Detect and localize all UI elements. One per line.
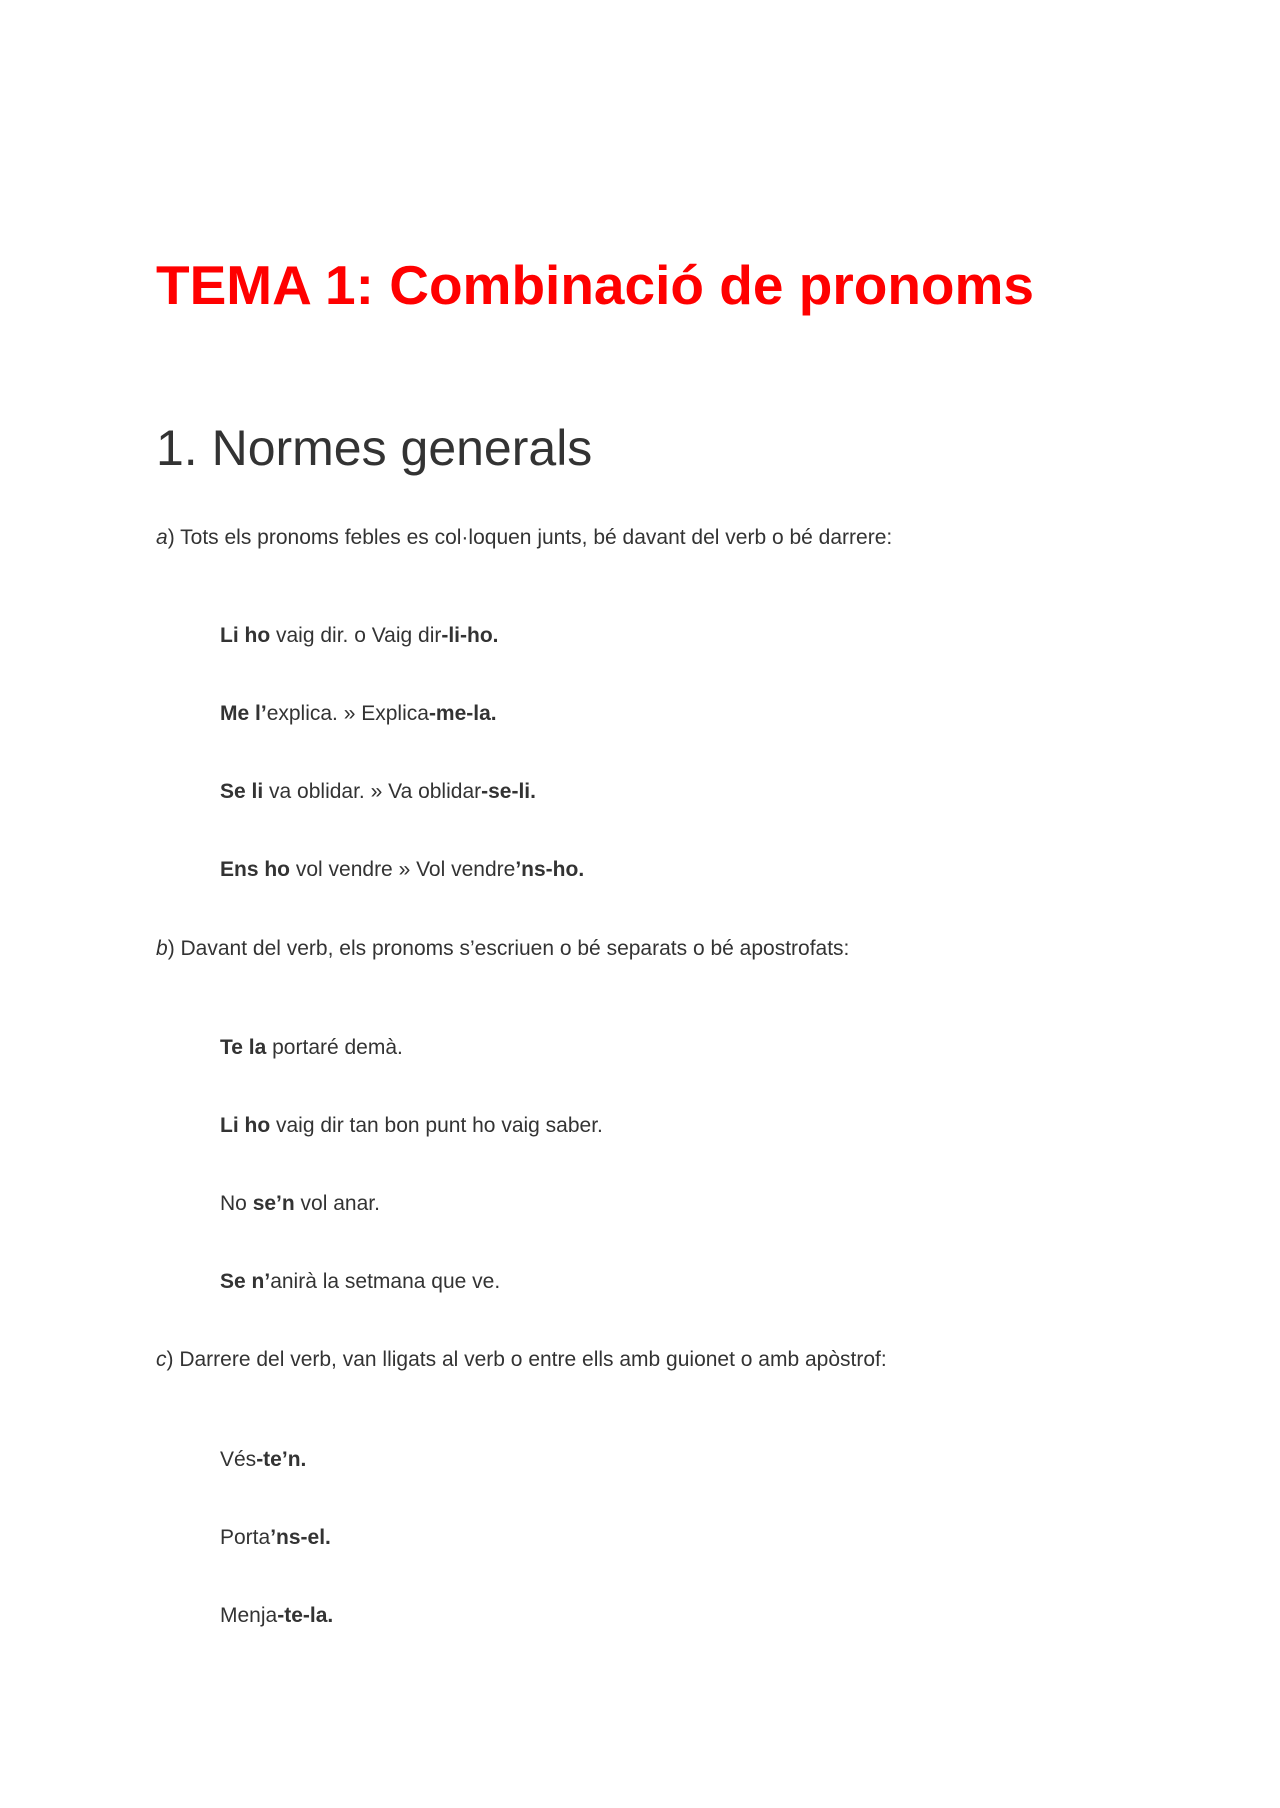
example-pronouns: Ens ho [220, 858, 291, 881]
example-line [220, 778, 536, 806]
example-text: vol vendre » Vol vendre [290, 858, 516, 881]
example-pronouns: ’ns-el. [270, 1526, 331, 1549]
example-pronouns: Li ho [220, 624, 271, 647]
rule-text: ) Tots els pronoms febles es col·loquen junts, bé davant del verb o bé darrere: [167, 526, 893, 549]
example-pronouns: -me-la. [428, 702, 497, 725]
example-line [220, 1034, 403, 1062]
section-heading: 1. Normes generals [156, 420, 593, 476]
example-pronouns: Te la [220, 1036, 267, 1059]
example-line [220, 700, 497, 728]
example-text: vaig dir tan bon punt ho vaig saber. [270, 1114, 603, 1137]
example-line [220, 622, 499, 650]
example-text: vaig dir. o Vaig dir [270, 624, 442, 647]
example-line [220, 1190, 380, 1218]
example-text: Porta [220, 1526, 271, 1549]
example-line [220, 856, 584, 884]
example-pronouns: Se li [220, 780, 264, 803]
example-text: No [220, 1192, 253, 1215]
example-line [220, 1524, 331, 1552]
example-text: Vés [220, 1448, 257, 1471]
example-text: Menja [220, 1604, 278, 1627]
example-text: vol anar. [294, 1192, 380, 1215]
example-pronouns: -te’n. [256, 1448, 307, 1471]
example-pronouns: Li ho [220, 1114, 271, 1137]
example-pronouns: -te-la. [277, 1604, 334, 1627]
example-line [220, 1112, 603, 1140]
example-line [220, 1602, 333, 1630]
rule-letter: a [156, 526, 168, 549]
rule-a-intro [156, 524, 892, 552]
rule-letter: b [156, 937, 168, 960]
example-pronouns: -li-ho. [441, 624, 499, 647]
example-pronouns: se’n [252, 1192, 295, 1215]
example-pronouns: ’ns-ho. [515, 858, 585, 881]
rule-text: ) Davant del verb, els pronoms s’escriuen o bé separats o bé apostrofats: [167, 937, 850, 960]
rule-b-intro [156, 935, 849, 963]
example-text: anirà la setmana que ve. [270, 1270, 501, 1293]
example-text: va oblidar. » Va oblidar [263, 780, 482, 803]
example-pronouns: -se-li. [481, 780, 536, 803]
example-text: explica. » Explica [266, 702, 429, 725]
rule-letter: c [156, 1348, 167, 1371]
page-title: TEMA 1: Combinació de pronoms [156, 254, 1035, 316]
example-text: portaré demà. [266, 1036, 403, 1059]
example-line [220, 1446, 306, 1474]
example-line [220, 1268, 500, 1296]
example-pronouns: Se n’ [220, 1270, 271, 1293]
rule-c-intro [156, 1346, 887, 1374]
example-pronouns: Me l’ [220, 702, 267, 725]
rule-text: ) Darrere del verb, van lligats al verb o entre ells amb guionet o amb apòstrof: [166, 1348, 887, 1371]
